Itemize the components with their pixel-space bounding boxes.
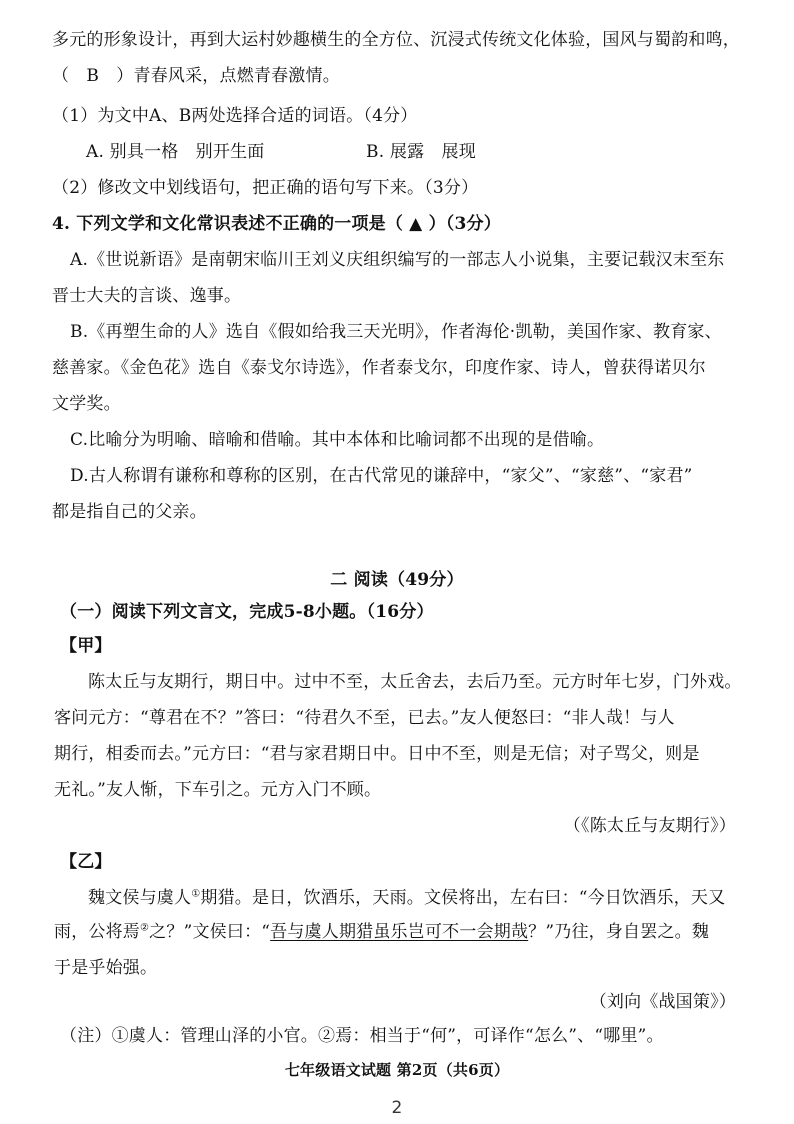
passage-yi-line-2 [54, 920, 709, 944]
passage-yi-label: 【乙】 [60, 852, 112, 872]
question-3-part-1: （1）为文中A、B两处选择合适的词语。（4分） [52, 106, 418, 126]
question-4-option-c: C.比喻分为明喻、暗喻和借喻。其中本体和比喻词都不出现的是借喻。 [70, 430, 605, 450]
passage-jia-label: 【甲】 [60, 636, 112, 656]
page-number: 2 [391, 1098, 403, 1118]
question-4-option-d-line-2: 都是指自己的父亲。 [52, 502, 207, 522]
part-1-heading: （一）阅读下列文言文，完成5-8小题。（16分） [60, 602, 434, 622]
question-4-stem: 4. 下列文学和文化常识表述不正确的一项是（ ▲ ）（3分） [52, 214, 501, 234]
footnote: （注）①虞人：管理山泽的小官。②焉：相当于“何”，可译作“怎么”、“哪里”。 [60, 1026, 664, 1046]
passage-jia-source: （《陈太丘与友期行》） [563, 816, 736, 836]
page-footer: 七年级语文试题 第2页（共6页） [284, 1061, 510, 1079]
passage-yi-line-1-text-b: 期猎。是日，饮酒乐，天雨。文侯将出，左右曰：“今日饮酒乐，天又 [200, 888, 726, 908]
passage-jia-line-4: 无礼。”友人惭，下车引之。元方入门不顾。 [54, 780, 382, 800]
passage-yi-line-2-text-c: ？”乃往，身自罢之。魏 [528, 922, 710, 942]
passage-yi-line-2-text-a: 雨，公将焉 [54, 922, 140, 942]
question-3-option-b: B. 展露 展现 [366, 142, 476, 162]
underlined-sentence: 吾与虞人期猎虽乐岂可不一会期哉 [270, 922, 529, 942]
question-3-option-a: A. 别具一格 别开生面 [86, 142, 265, 162]
passage-yi-line-2-text-b: 之？”文侯曰：“ [149, 922, 271, 942]
section-2-heading: 二 阅读（49分） [330, 570, 464, 590]
question-4-option-b-line-2: 慈善家。《金色花》选自《泰戈尔诗选》，作者泰戈尔，印度作家、诗人，曾获得诺贝尔 [52, 358, 706, 378]
passage-line-1: 多元的形象设计，再到大运村妙趣横生的全方位、沉浸式传统文化体验，国风与蜀韵和鸣， [52, 30, 740, 50]
question-4-option-a-line-1: A.《世说新语》是南朝宋临川王刘义庆组织编写的一部志人小说集，主要记载汉末至东 [70, 250, 725, 270]
passage-yi-line-3: 于是乎始强。 [54, 958, 158, 978]
footnote-marker-2: ② [140, 922, 150, 934]
footnote-marker-1: ① [191, 888, 201, 900]
passage-line-2: （ B ）青春风采，点燃青春激情。 [52, 66, 340, 86]
passage-jia-line-3: 期行，相委而去。”元方曰：“君与家君期日中。日中不至，则是无信；对子骂父，则是 [54, 744, 700, 764]
passage-yi-line-1 [88, 886, 725, 910]
question-4-option-b-line-1: B.《再塑生命的人》选自《假如给我三天光明》，作者海伦·凯勒，美国作家、教育家、 [70, 322, 722, 342]
question-4-option-d-line-1: D.古人称谓有谦称和尊称的区别，在古代常见的谦辞中，“家父”、“家慈”、“家君” [70, 466, 693, 486]
question-4-option-b-line-3: 文学奖。 [52, 394, 121, 414]
question-4-option-a-line-2: 晋士大夫的言谈、逸事。 [52, 286, 242, 306]
passage-jia-line-1: 陈太丘与友期行，期日中。过中不至，太丘舍去，去后乃至。元方时年七岁，门外戏。 [88, 672, 742, 692]
question-3-part-2: （2）修改文中划线语句，把正确的语句写下来。（3分） [52, 178, 479, 198]
passage-yi-source: （刘向《战国策》） [589, 992, 736, 1012]
passage-jia-line-2: 客问元方：“尊君在不？”答曰：“待君久不至，已去。”友人便怒曰：“非人哉！与人 [54, 708, 675, 728]
passage-yi-line-1-text-a: 魏文侯与虞人 [88, 888, 192, 908]
